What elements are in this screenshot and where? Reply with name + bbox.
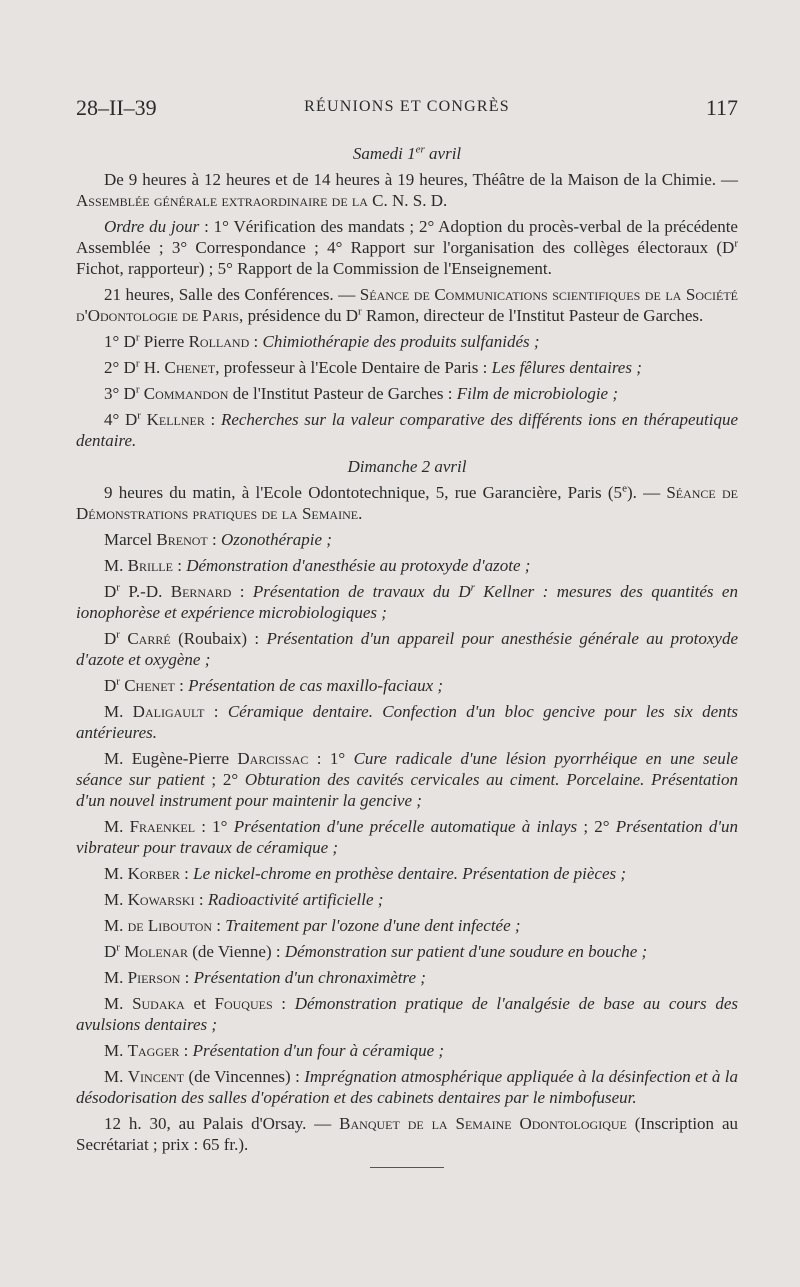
list-item: $D^r$ Chenet : Présentation de cas maxillo-faciaux ; — [104, 675, 444, 695]
list-item: Marcel Brenot : Ozonothérapie ; — [104, 530, 332, 549]
section-divider — [370, 1167, 444, 1168]
list-item: 4° $D^r$ Kellner : Recherches sur la valeur comparative des différents ions en thérapeutique dentaire. — [76, 409, 739, 450]
list-item: M. Brille : Démonstration d'anesthésie au protoxyde d'azote ; — [104, 556, 531, 575]
page-number: 117 — [705, 95, 738, 120]
list-item: M. Pierson : Présentation d'un chronaximètre ; — [104, 968, 426, 987]
day-heading-sunday: Dimanche 2 avril — [347, 457, 467, 476]
paragraph-agenda: Ordre du jour : 1° Vérification des mandats ; 2° Adoption du procès-verbal de la précédente Assemblée ; 3° Correspondance ; 4° Rapport sur l'organisation des collèges électoraux ($D^r$ Fichot, rapporteur) ; 5° Rapport de la Commission de l'Enseignement. — [76, 217, 738, 278]
list-item: M. Korber : Le nickel-chrome en prothèse dentaire. Présentation de pièces ; — [104, 864, 627, 883]
list-item: M. Sudaka et Fouques : Démonstration pratique de l'analgésie de base au cours des avulsions dentaires ; — [76, 994, 738, 1034]
paragraph-banquet: 12 h. 30, au Palais d'Orsay. — Banquet de la Semaine Odontologique (Inscription au Secrétariat ; prix : 65 fr.). — [76, 1114, 738, 1154]
header-date: 28–II–39 — [76, 95, 157, 120]
list-item: M. Tagger : Présentation d'un four à céramique ; — [104, 1041, 445, 1060]
paragraph-session: 21 heures, Salle des Conférences. — Séance de Communications scientifiques de la Société d'Odontologie de Paris, présidence du $D^r$ Ramon, directeur de l'Institut Pasteur de Garches. — [76, 285, 738, 325]
paragraph-assembly: De 9 heures à 12 heures et de 14 heures à 19 heures, Théâtre de la Maison de la Chimie. — Assemblée générale extraordinaire de la C. N. S. D. — [76, 170, 738, 210]
list-item: M. Kowarski : Radioactivité artificielle ; — [104, 890, 384, 909]
list-item: $D^r$ Molenar (de Vienne) : Démonstration sur patient d'une soudure en bouche ; — [104, 941, 648, 961]
list-item: M. Fraenkel : 1° Présentation d'une précelle automatique à inlays ; 2° Présentation d'un vibrateur pour travaux de céramique ; — [76, 817, 738, 857]
paragraph-demonstrations: 9 heures du matin, à l'Ecole Odontotechnique, 5, rue Garancière, Paris (5e). — Séance de Démonstrations pratiques de la Semaine. — [76, 482, 738, 523]
running-header — [76, 95, 738, 125]
list-item: 3° $D^r$ Commandon de l'Institut Pasteur de Garches : Film de microbiologie ; — [104, 383, 619, 403]
list-item: M. Eugène-Pierre Darcissac : 1° Cure radicale d'une lésion pyorrhéique en une seule séance sur patient ; 2° Obturation des cavités cervicales au ciment. Porcelaine. Présentation d'un nouvel instrument pour maintenir la gencive ; — [76, 749, 739, 810]
list-item: M. de Libouton : Traitement par l'ozone d'une dent infectée ; — [104, 916, 521, 935]
list-item: 2° $D^r$ H. Chenet, professeur à l'Ecole Dentaire de Paris : Les fêlures dentaires ; — [104, 357, 642, 377]
list-item: $D^r$ Carré (Roubaix) : Présentation d'un appareil pour anesthésie générale au protoxyde d'azote et oxygène ; — [76, 628, 738, 669]
list-item: M. Vincent (de Vincennes) : Imprégnation atmosphérique appliquée à la désinfection et à la désodorisation des salles d'opération et des cabinets dentaires par le nimbofuseur. — [76, 1067, 738, 1107]
header-title: RÉUNIONS ET CONGRÈS — [304, 98, 510, 115]
body-text — [76, 143, 738, 1168]
list-item: $D^r$ P.-D. Bernard : Présentation de travaux du $D^r$ Kellner : mesures des quantités en ionophorèse et expérience microbiologiques ; — [76, 581, 738, 622]
list-item: M. Daligault : Céramique dentaire. Confection d'un bloc gencive pour les six dents antérieures. — [76, 702, 738, 742]
list-item: 1° $D^r$ Pierre Rolland : Chimiothérapie des produits sulfanidés ; — [104, 331, 540, 351]
day-heading-saturday: Samedi 1er avril — [352, 143, 462, 163]
